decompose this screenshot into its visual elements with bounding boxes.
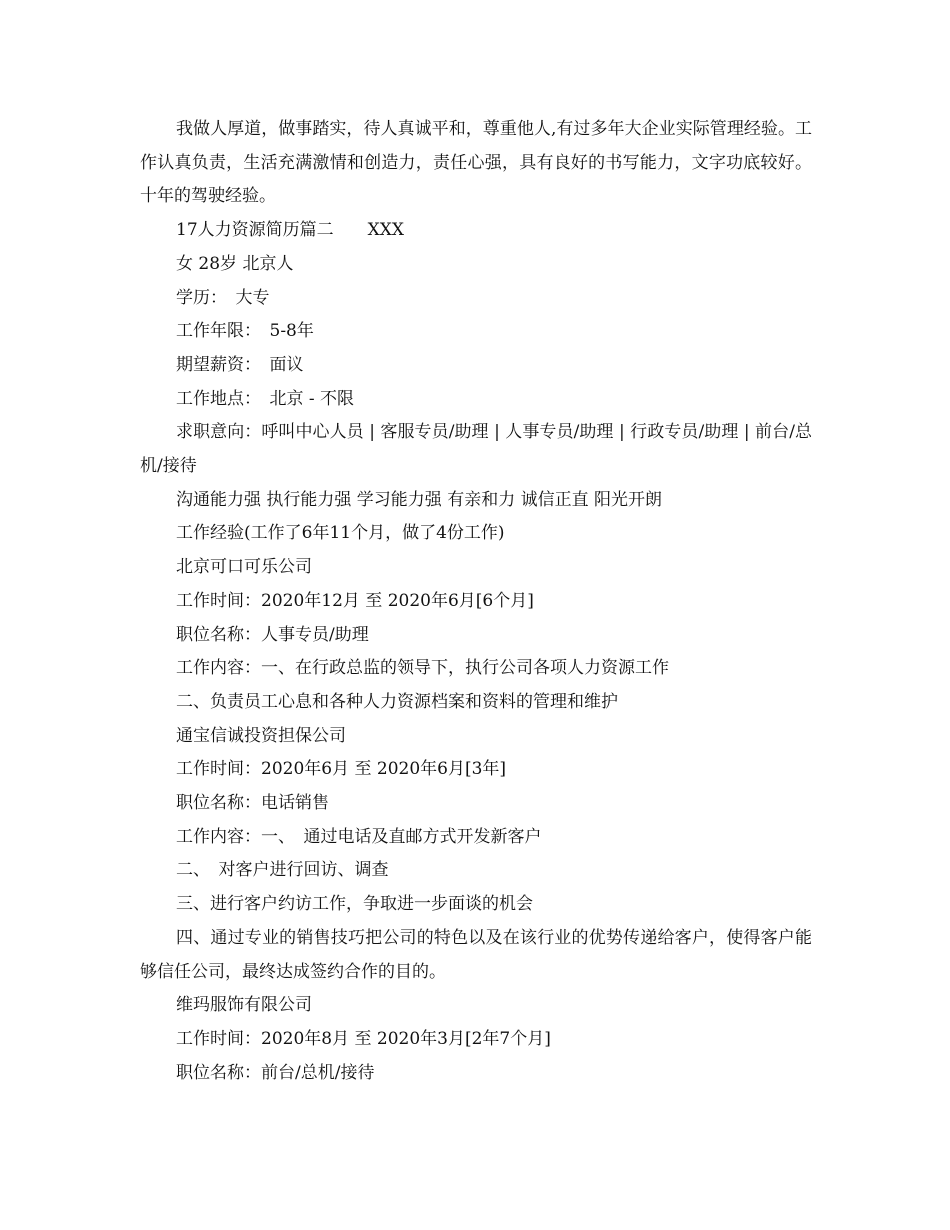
paragraph-work-time-2: 工作时间：2020年6月 至 2020年6月[3年] — [176, 759, 507, 780]
paragraph-duties-1b: 二、负责员工心息和各种人力资源档案和资料的管理和维护 — [176, 691, 618, 712]
paragraph-company-3: 维玛服饰有限公司 — [176, 995, 312, 1016]
paragraph-education: 学历： 大专 — [176, 287, 270, 308]
paragraph-job-intention: 求职意向：呼叫中心人员 | 客服专员/助理 | 人事专员/助理 | 行政专员/助理 | 前台/总机/接待 — [140, 422, 812, 477]
paragraph-skills: 沟通能力强 执行能力强 学习能力强 有亲和力 诚信正直 阳光开朗 — [176, 489, 663, 510]
paragraph-position-1: 职位名称：人事专员/助理 — [176, 624, 369, 645]
paragraph-experience-summary: 工作经验(工作了6年11个月，做了4份工作) — [176, 523, 505, 544]
paragraph-work-time-1: 工作时间：2020年12月 至 2020年6月[6个月] — [176, 590, 534, 611]
paragraph-duties-2d: 四、通过专业的销售技巧把公司的特色以及在该行业的优势传递给客户，使得客户能够信任公司，最终达成签约合作的目的。 — [140, 927, 812, 982]
paragraph-company-1: 北京可口可乐公司 — [176, 557, 312, 578]
paragraph-position-3: 职位名称：前台/总机/接待 — [176, 1062, 375, 1083]
paragraph-work-years: 工作年限： 5-8年 — [176, 321, 314, 342]
paragraph-duties-2c: 三、进行客户约访工作，争取进一步面谈的机会 — [176, 894, 533, 915]
paragraph-work-time-3: 工作时间：2020年8月 至 2020年3月[2年7个月] — [176, 1028, 551, 1049]
paragraph-resume-title: 17人力资源简历篇二 XXX — [176, 220, 404, 241]
paragraph-duties-1a: 工作内容：一、在行政总监的领导下，执行公司各项人力资源工作 — [176, 658, 669, 679]
paragraph-company-2: 通宝信诚投资担保公司 — [176, 725, 346, 746]
paragraph-basic-info: 女 28岁 北京人 — [176, 253, 294, 274]
paragraph-duties-2b: 二、 对客户进行回访、调查 — [176, 860, 389, 881]
paragraph-duties-2a: 工作内容：一、 通过电话及直邮方式开发新客户 — [176, 826, 542, 847]
paragraph-expected-salary: 期望薪资： 面议 — [176, 354, 304, 375]
paragraph-self-evaluation: 我做人厚道，做事踏实，待人真诚平和，尊重他人,有过多年大企业实际管理经验。工作认真负责，生活充满激情和创造力，责任心强，具有良好的书写能力，文字功底较好。十年的驾驶经验。 — [140, 119, 812, 207]
document-body — [140, 113, 812, 1090]
paragraph-work-location: 工作地点： 北京 - 不限 — [176, 388, 355, 409]
paragraph-position-2: 职位名称：电话销售 — [176, 793, 329, 814]
